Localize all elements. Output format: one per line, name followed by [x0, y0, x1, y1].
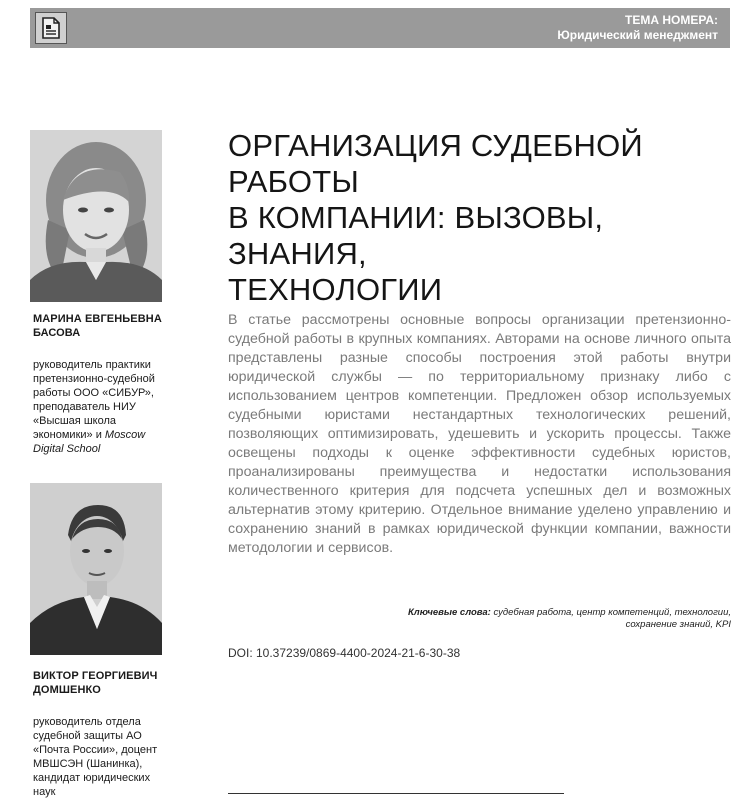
keywords: Ключевые слова: судебная работа, центр компетенций, технологии, сохранение знаний, KPI: [407, 607, 731, 630]
author-photo-basova: [30, 130, 162, 302]
footnote-divider: [228, 793, 564, 794]
section-label: ТЕМА НОМЕРА:: [625, 13, 718, 27]
author-affiliation: руководитель практики претензионно-судебной работы ООО «СИБУР», преподаватель НИУ «Высшая школа экономики» и Moscow Digital School: [33, 359, 155, 455]
doi: DOI: 10.37239/0869-4400-2024-21-6-30-38: [228, 646, 461, 660]
keywords-label: Ключевые слова:: [407, 607, 491, 618]
section-name: Юридический менеджмент: [557, 28, 718, 42]
article-title: ОРГАНИЗАЦИЯ СУДЕБНОЙ РАБОТЫ В КОМПАНИИ: ВЫЗОВЫ, ЗНАНИЯ, ТЕХНОЛОГИИ: [228, 128, 643, 307]
author-name: МАРИНА ЕВГЕНЬЕВНА БАСОВА: [33, 313, 162, 339]
document-icon: [35, 12, 67, 44]
author-photo-domshenko: [30, 483, 162, 655]
author-name: ВИКТОР ГЕОРГИЕВИЧ ДОМШЕНКО: [33, 670, 158, 696]
article-abstract: В статье рассмотрены основные вопросы организации претензионно-судебной работы в крупных компаниях. Авторами на основе личного опыта представлены разные способы построения этой работы внутри юридической службы — по территориальному признаку либо с использованием центров компетенции. Предложен обзор используемых судебными юристами нестандартных технологических решений, позволяющих оптимизировать, удешевить и ускорить процессы. Также освещены подходы к оценке эффективности судебных юристов, проанализированы преимущества и недостатки использования количественного критерия для подсчета успешных дел и возможных альтернатив этому критерию. Отдельное внимание уделено управлению и сохранению знаний в рамках юридической функции компании, важности методологии и сервисов.: [228, 312, 731, 556]
section-header-text: [557, 13, 718, 43]
author-affiliation: руководитель отдела судебной защиты АО «Почта России», доцент МВШСЭН (Шанинка), кандидат юридических наук: [33, 716, 158, 798]
